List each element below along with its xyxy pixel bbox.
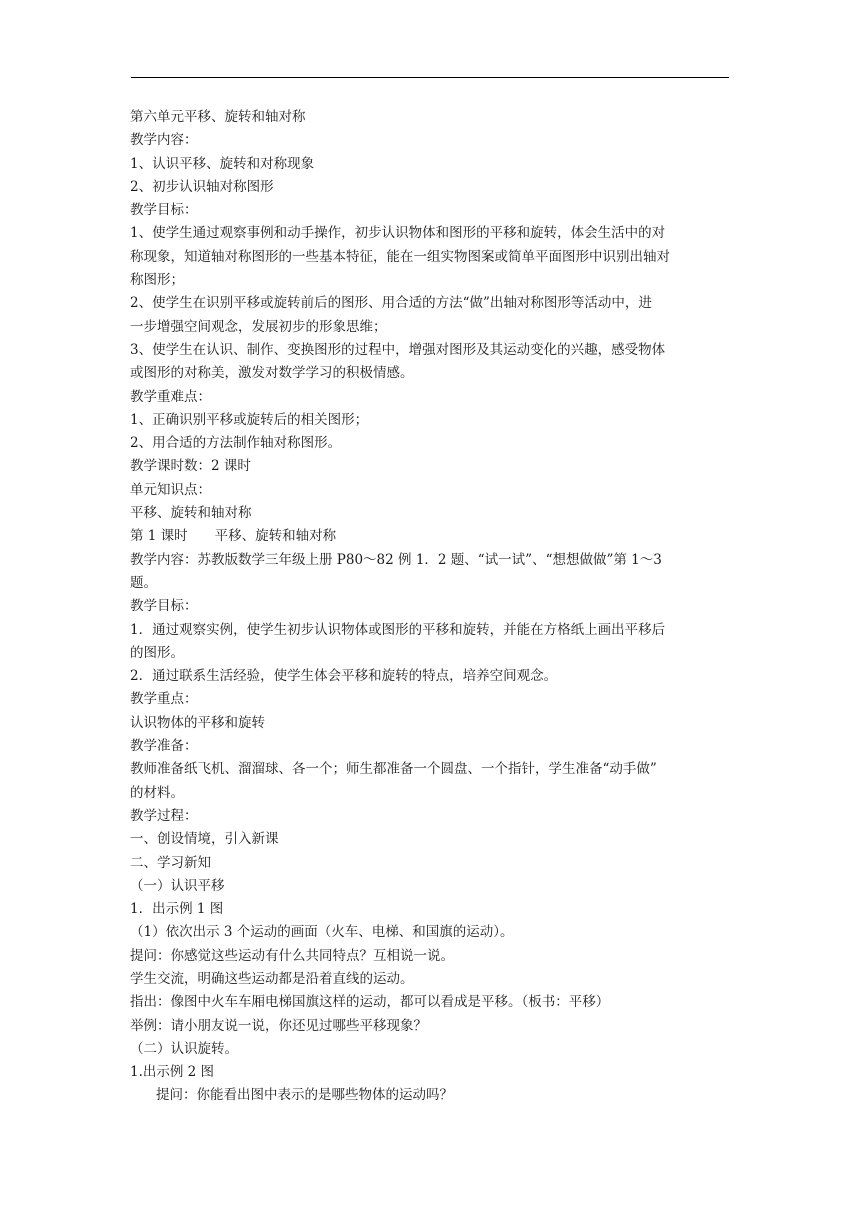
unit-title: 第六单元平移、旋转和轴对称 (130, 109, 306, 125)
text-line: 教学内容：苏教版数学三年级上册 P80～82 例 1．2 题、“试一试”、“想想做做”第 1～3 (130, 551, 662, 568)
section-heading: 单元知识点： (130, 481, 211, 498)
text-line: （二）认识旋转。 (130, 1040, 238, 1057)
text-line: 1．通过观察实例，使学生初步认识物体或图形的平移和旋转，并能在方格纸上画出平移后 (130, 621, 666, 638)
text-line: 的图形。 (130, 644, 184, 661)
document-body (130, 106, 730, 1108)
text-line: 提问：你能看出图中表示的是哪些物体的运动吗？ (156, 1087, 453, 1104)
text-line: 1、使学生通过观察事例和动手操作，初步认识物体和图形的平移和旋转，体会生活中的对 (130, 225, 666, 242)
text-line: 举例：请小朋友说一说，你还见过哪些平移现象？ (130, 1017, 427, 1034)
section-heading: 教学过程： (130, 807, 198, 824)
text-line: 二、学习新知 (130, 854, 211, 871)
text-line: 3、使学生在认识、制作、变换图形的过程中，增强对图形及其运动变化的兴趣，感受物体 (130, 341, 666, 358)
text-line: 指出：像图中火车车厢电梯国旗这样的运动，都可以看成是平移。（板书：平移） (130, 994, 610, 1011)
section-heading: 教学准备： (130, 738, 198, 755)
text-line: 提问：你感觉这些运动有什么共同特点？互相说一说。 (130, 947, 454, 964)
section-heading: 教学目标： (130, 202, 198, 219)
text-line: 学生交流，明确这些运动都是沿着直线的运动。 (130, 970, 414, 987)
text-line: （一）认识平移 (130, 877, 225, 894)
section-heading: 教学目标： (130, 598, 198, 615)
header-rule (131, 77, 729, 78)
text-line: 2、初步认识轴对称图形 (130, 178, 274, 195)
text-line: 或图形的对称美，激发对数学学习的积极情感。 (130, 365, 414, 382)
text-line: （1）依次出示 3 个运动的画面（火车、电梯、和国旗的运动）。 (130, 924, 514, 941)
text-line: 教学课时数：2 课时 (130, 458, 251, 475)
text-line: 1、认识平移、旋转和对称现象 (130, 155, 315, 172)
section-heading: 教学重难点： (130, 388, 211, 405)
text-line: 题。 (130, 574, 157, 591)
text-line: 2．通过联系生活经验，使学生体会平移和旋转的特点，培养空间观念。 (130, 668, 558, 685)
text-line: 2、使学生在识别平移或旋转前后的图形、用合适的方法“做”出轴对称图形等活动中，进 (130, 295, 652, 312)
text-line: 认识物体的平移和旋转 (130, 714, 265, 731)
section-heading: 教学内容： (130, 132, 198, 149)
text-line: 教师准备纸飞机、溜溜球、各一个；师生都准备一个圆盘、一个指针，学生准备“动手做” (130, 761, 657, 778)
section-heading: 教学重点： (130, 691, 198, 708)
text-line: 称现象，知道轴对称图形的一些基本特征，能在一组实物图案或简单平面图形中识别出轴对 (130, 248, 670, 265)
lesson-title: 第 1 课时 平移、旋转和轴对称 (130, 528, 337, 545)
text-line: 称图形； (130, 272, 184, 289)
text-line: 1.出示例 2 图 (130, 1064, 215, 1081)
text-line: 的材料。 (130, 784, 184, 801)
text-line: 平移、旋转和轴对称 (130, 505, 252, 522)
text-line: 1、正确识别平移或旋转后的相关图形； (130, 411, 369, 428)
text-line: 一、创设情境，引入新课 (130, 831, 279, 848)
text-line: 2、用合适的方法制作轴对称图形。 (130, 435, 342, 452)
text-line: 一步增强空间观念，发展初步的形象思维； (130, 318, 387, 335)
text-line: 1．出示例 1 图 (130, 901, 224, 918)
